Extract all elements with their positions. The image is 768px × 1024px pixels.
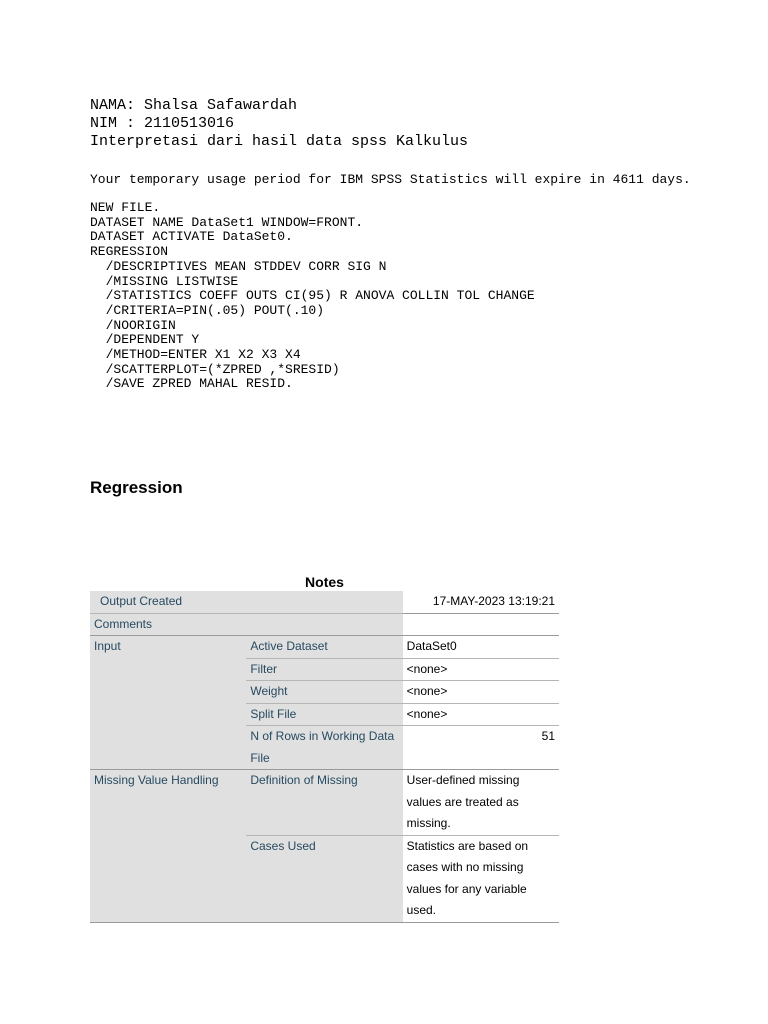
- syntax-line: DATASET NAME DataSet1 WINDOW=FRONT.: [90, 214, 364, 230]
- comments-label: Comments: [90, 613, 403, 636]
- table-row: [90, 613, 559, 636]
- syntax-line: /SAVE ZPRED MAHAL RESID.: [90, 376, 293, 392]
- notes-table: [90, 591, 559, 923]
- n-rows-label: N of Rows in Working Data File: [246, 726, 402, 770]
- syntax-line: /CRITERIA=PIN(.05) POUT(.10): [90, 302, 325, 318]
- syntax-line: /STATISTICS COEFF OUTS CI(95) R ANOVA COLLIN TOL CHANGE: [90, 288, 535, 304]
- definition-missing-label: Definition of Missing: [246, 770, 402, 836]
- table-row: [90, 591, 559, 613]
- n-rows-value: 51: [403, 726, 559, 770]
- definition-missing-value: User-defined missing values are treated as missing.: [403, 770, 559, 836]
- split-file-value: <none>: [403, 703, 559, 726]
- active-dataset-value: DataSet0: [403, 636, 559, 659]
- syntax-line: /DEPENDENT Y: [90, 332, 200, 348]
- missing-handling-label: Missing Value Handling: [90, 770, 246, 923]
- input-label: Input: [90, 636, 246, 770]
- syntax-line: DATASET ACTIVATE DataSet0.: [90, 229, 293, 245]
- weight-value: <none>: [403, 681, 559, 704]
- student-nim: NIM : 2110513016: [90, 115, 235, 132]
- table-row: [90, 636, 559, 659]
- syntax-line: REGRESSION: [90, 244, 169, 260]
- active-dataset-label: Active Dataset: [246, 636, 402, 659]
- filter-value: <none>: [403, 658, 559, 681]
- cases-used-label: Cases Used: [246, 835, 402, 922]
- syntax-line: /METHOD=ENTER X1 X2 X3 X4: [90, 347, 301, 363]
- weight-label: Weight: [246, 681, 402, 704]
- split-file-label: Split File: [246, 703, 402, 726]
- comments-value: [403, 613, 559, 636]
- document-title: Interpretasi dari hasil data spss Kalkulus: [90, 133, 469, 150]
- section-title: Regression: [90, 478, 183, 497]
- notes-table-title: Notes: [305, 574, 344, 590]
- syntax-line: /DESCRIPTIVES MEAN STDDEV CORR SIG N: [90, 258, 387, 274]
- filter-label: Filter: [246, 658, 402, 681]
- table-row: [90, 770, 559, 836]
- output-created-value: 17-MAY-2023 13:19:21: [403, 591, 559, 613]
- identity-header: [90, 97, 468, 151]
- syntax-line: /MISSING LISTWISE: [90, 273, 239, 289]
- student-name: NAMA: Shalsa Safawardah: [90, 97, 298, 114]
- syntax-line: NEW FILE.: [90, 200, 161, 215]
- output-created-label: Output Created: [90, 591, 403, 613]
- syntax-block: [90, 201, 535, 392]
- syntax-line: /NOORIGIN: [90, 317, 176, 333]
- syntax-line: /SCATTERPLOT=(*ZPRED ,*SRESID): [90, 361, 340, 377]
- expiry-notice: Your temporary usage period for IBM SPSS Statistics will expire in 4611 days.: [90, 172, 691, 187]
- cases-used-value: Statistics are based on cases with no missing values for any variable used.: [403, 835, 559, 922]
